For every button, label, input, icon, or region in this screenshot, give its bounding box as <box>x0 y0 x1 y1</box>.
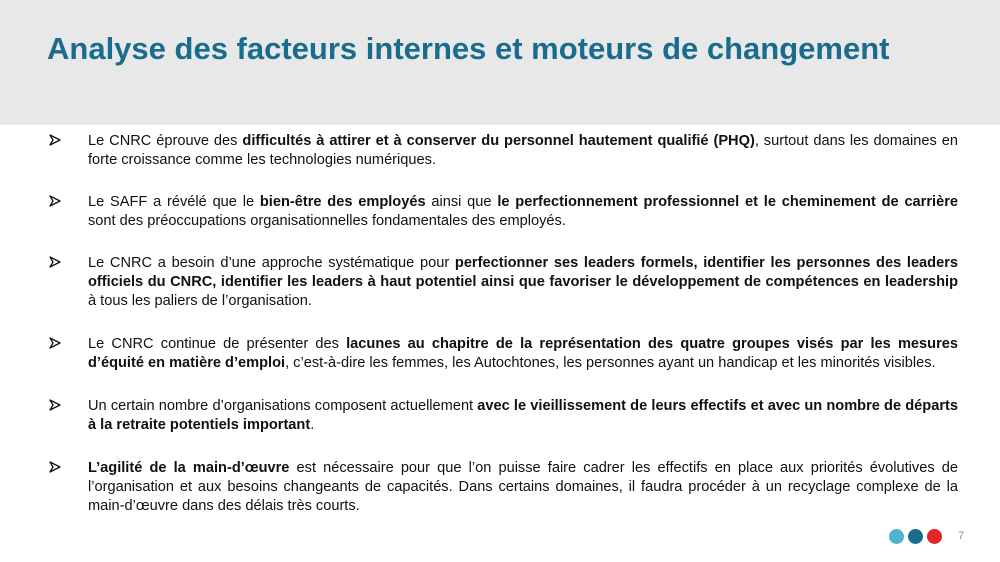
bold-text: bien-être des employés <box>259 194 426 210</box>
arrowhead-bullet-icon <box>48 133 62 147</box>
text-segment: sont des préoccupations organisationnelles fondamentales des employés. <box>88 213 566 229</box>
text-segment: Un certain nombre d’organisations composent actuellement <box>88 398 478 414</box>
bullet-text <box>88 336 958 371</box>
text-segment: Le CNRC a besoin d’une approche systématique pour <box>88 255 455 271</box>
three-dots-logo-icon <box>889 529 945 545</box>
page-number: 7 <box>958 530 965 542</box>
bullet-text <box>88 398 958 433</box>
text-segment: , surtout dans les domaines en forte croissance comme les technologies numériques. <box>88 133 958 168</box>
bullet-text <box>88 133 958 168</box>
arrowhead-bullet-icon <box>48 336 62 350</box>
bold-text: avec le vieillissement de leurs effectifs et avec un nombre de départs à la retraite potentiels important <box>88 398 958 433</box>
bold-text: perfectionner ses leaders formels, identifier les personnes des leaders officiels du CNRC, identifier les leaders à haut potentiel ainsi que favoriser le développement de compétences en leadership <box>88 255 959 290</box>
arrowhead-bullet-icon <box>48 194 62 208</box>
bullet-item <box>48 193 958 231</box>
text-segment: est nécessaire pour que l’on puisse faire cadrer les effectifs en place aux priorités évolutives de l’organisation et aux besoins changeants de capacités. Dans certains domaines, il faudra procéder à un recyclage complexe de la main-d’œuvre dans des délais très courts. <box>88 460 958 514</box>
bullet-text <box>88 194 958 229</box>
slide-title: Analyse des facteurs internes et moteurs de changement <box>47 31 890 66</box>
dot-dark-blue <box>908 529 923 544</box>
dot-red <box>927 529 942 544</box>
bullet-item <box>48 335 958 373</box>
bold-text: le perfectionnement professionnel et le cheminement de carrière <box>497 194 958 210</box>
arrowhead-bullet-icon <box>48 460 62 474</box>
bold-text: L’agilité de la main-d’œuvre <box>88 460 290 476</box>
bullet-item <box>48 459 958 516</box>
text-segment: à tous les paliers de l’organisation. <box>88 293 312 309</box>
bullet-text <box>88 460 958 514</box>
text-segment: Le CNRC continue de présenter des <box>88 336 347 352</box>
title-banner <box>0 0 1000 125</box>
bold-text: difficultés à attirer et à conserver du personnel hautement qualifié (PHQ) <box>242 133 755 149</box>
bullet-text <box>88 255 958 309</box>
dot-light-blue <box>889 529 904 544</box>
arrowhead-bullet-icon <box>48 398 62 412</box>
bullet-list <box>48 132 958 540</box>
bullet-item <box>48 254 958 311</box>
bullet-item <box>48 397 958 435</box>
text-segment: . <box>310 417 315 433</box>
bold-text: lacunes au chapitre de la représentation des quatre groupes visés par les mesures d’équité en matière d’emploi <box>88 336 958 371</box>
text-segment: ainsi que <box>425 194 498 210</box>
bullet-item <box>48 132 958 170</box>
text-segment: , c’est-à-dire les femmes, les Autochtones, les personnes ayant un handicap et les minorités visibles. <box>285 355 936 371</box>
arrowhead-bullet-icon <box>48 255 62 269</box>
text-segment: Le SAFF a révélé que le <box>88 194 260 210</box>
text-segment: Le CNRC éprouve des <box>88 133 243 149</box>
